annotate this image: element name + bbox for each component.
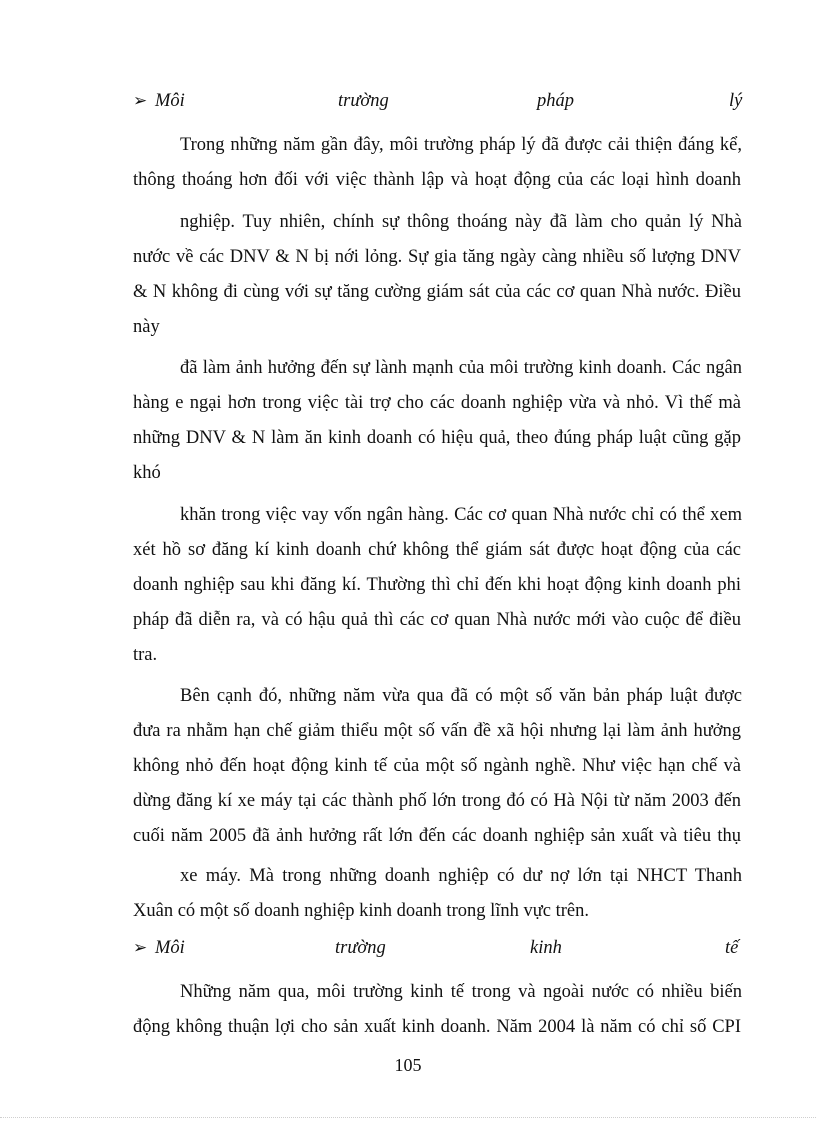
paragraph-line: không nhỏ đến hoạt động kinh tế của một số ngành nghề. Như việc hạn chế và bbox=[133, 756, 741, 776]
paragraph-line: xe máy. Mà trong những doanh nghiệp có dư nợ lớn tại NHCT Thanh bbox=[180, 866, 742, 886]
paragraph-line: những DNV & N làm ăn kinh doanh có hiệu quả, theo đúng pháp luật cũng gặp bbox=[133, 428, 741, 448]
paragraph-line: nước về các DNV & N bị nới lỏng. Sự gia tăng ngày càng nhiều số lượng DNV bbox=[133, 247, 741, 267]
paragraph-line: động không thuận lợi cho sản xuất kinh doanh. Năm 2004 là năm có chỉ số CPI bbox=[133, 1017, 741, 1037]
heading-word: Môi bbox=[155, 91, 185, 111]
paragraph-line: đã làm ảnh hưởng đến sự lành mạnh của môi trường kinh doanh. Các ngân bbox=[180, 358, 742, 378]
paragraph-line: nghiệp. Tuy nhiên, chính sự thông thoáng này đã làm cho quản lý Nhà bbox=[180, 212, 742, 232]
paragraph-line: khó bbox=[133, 463, 161, 483]
page-bottom-divider bbox=[0, 1117, 816, 1118]
heading-word: pháp bbox=[537, 91, 574, 111]
heading-word: trường bbox=[335, 938, 386, 958]
paragraph-line: đưa ra nhằm hạn chế giảm thiểu một số vấn đề xã hội nhưng lại làm ảnh hưởng bbox=[133, 721, 741, 741]
arrow-bullet-icon: ➢ bbox=[133, 938, 148, 957]
paragraph-line: xét hồ sơ đăng kí kinh doanh chứ không thể giám sát được hoạt động của các bbox=[133, 540, 741, 560]
paragraph-line: khăn trong việc vay vốn ngân hàng. Các cơ quan Nhà nước chỉ có thể xem bbox=[180, 505, 742, 525]
arrow-bullet-icon: ➢ bbox=[133, 91, 148, 110]
heading-word: lý bbox=[729, 91, 743, 111]
paragraph-line: Trong những năm gần đây, môi trường pháp lý đã được cải thiện đáng kể, bbox=[180, 135, 742, 155]
paragraph-line: dừng đăng kí xe máy tại các thành phố lớn trong đó có Hà Nội từ năm 2003 đến bbox=[133, 791, 741, 811]
heading-word: Môi bbox=[155, 938, 185, 958]
paragraph-line: Những năm qua, môi trường kinh tế trong và ngoài nước có nhiều biến bbox=[180, 982, 742, 1002]
paragraph-line: hàng e ngại hơn trong việc tài trợ cho các doanh nghiệp vừa và nhỏ. Vì thế mà bbox=[133, 393, 741, 413]
heading-word: kinh bbox=[530, 938, 562, 958]
paragraph-line: tra. bbox=[133, 645, 158, 665]
paragraph-line: này bbox=[133, 317, 160, 337]
section-heading-legal-environment bbox=[133, 88, 741, 114]
paragraph-line: Bên cạnh đó, những năm vừa qua đã có một số văn bản pháp luật được bbox=[180, 686, 742, 706]
section-heading-economic-environment bbox=[133, 935, 741, 961]
paragraph-line: thông thoáng hơn đối với việc thành lập và hoạt động của các loại hình doanh bbox=[133, 170, 741, 190]
paragraph-line: cuối năm 2005 đã ảnh hưởng rất lớn đến các doanh nghiệp sản xuất và tiêu thụ bbox=[133, 826, 741, 846]
paragraph-line: pháp đã diễn ra, và có hậu quả thì các cơ quan Nhà nước mới vào cuộc để điều bbox=[133, 610, 741, 630]
paragraph-line: & N không đi cùng với sự tăng cường giám sát của các cơ quan Nhà nước. Điều bbox=[133, 282, 741, 302]
page-number: 105 bbox=[394, 1055, 422, 1075]
heading-word: trường bbox=[338, 91, 389, 111]
paragraph-line: Xuân có một số doanh nghiệp kinh doanh trong lĩnh vực trên. bbox=[133, 901, 590, 921]
heading-word: tế bbox=[725, 938, 739, 958]
paragraph-line: doanh nghiệp sau khi đăng kí. Thường thì chỉ đến khi hoạt động kinh doanh phi bbox=[133, 575, 741, 595]
